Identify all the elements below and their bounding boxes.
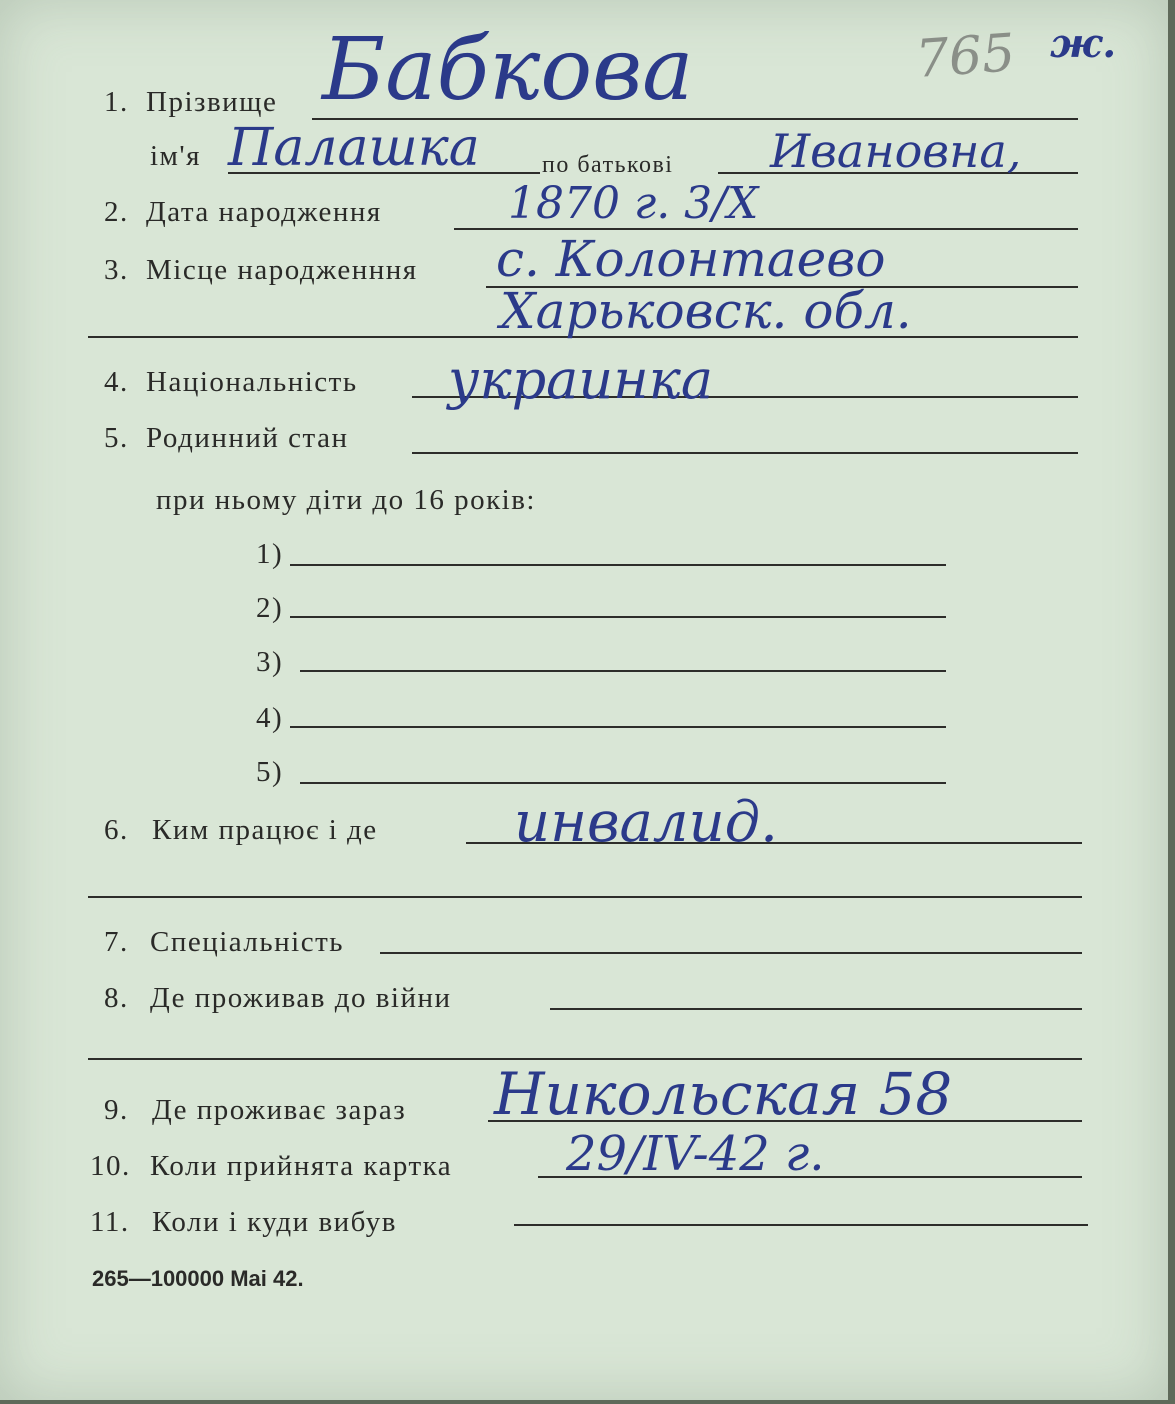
field-5-number: 5. — [104, 422, 129, 454]
child-5-line — [300, 782, 946, 784]
field-11-line — [514, 1224, 1088, 1226]
field-4-number: 4. — [104, 366, 129, 398]
field-9-label: Де проживає зараз — [152, 1094, 407, 1126]
field-9-value: Никольская 58 — [494, 1060, 953, 1128]
field-6-label: Ким працює і де — [152, 814, 378, 846]
field-1-value: Бабкова — [322, 20, 694, 120]
child-5-label: 5) — [256, 756, 284, 788]
children-label: при ньому діти до 16 років: — [156, 484, 536, 516]
field-3-number: 3. — [104, 254, 129, 286]
field-3-label: Місце народженння — [146, 254, 418, 286]
field-8-number: 8. — [104, 982, 129, 1014]
field-6-value: инвалид. — [514, 790, 778, 855]
pencil-number: 765 — [913, 23, 1018, 90]
field-name-label: ім'я — [150, 140, 201, 172]
field-2-label: Дата народження — [146, 196, 382, 228]
field-5-line — [412, 452, 1078, 454]
field-9-number: 9. — [104, 1094, 129, 1126]
field-1-label: Прізвище — [146, 86, 278, 118]
field-10-number: 10. — [90, 1150, 131, 1182]
child-1-line — [290, 564, 946, 566]
print-footer: 265—100000 Mai 42. — [92, 1266, 304, 1291]
child-2-label: 2) — [256, 592, 284, 624]
field-5-label: Родинний стан — [146, 422, 349, 454]
field-patronymic-label: по батькові — [542, 152, 674, 178]
child-4-line — [290, 726, 946, 728]
field-10-value: 29/IV-42 г. — [566, 1126, 825, 1182]
child-2-line — [290, 616, 946, 618]
field-2-value: 1870 г. 3/X — [508, 178, 759, 229]
field-8-label: Де проживав до війни — [150, 982, 452, 1014]
field-patronymic-value: Ивановна, — [770, 124, 1022, 178]
gender-mark: ж. — [1050, 20, 1117, 67]
field-7-number: 7. — [104, 926, 129, 958]
child-1-label: 1) — [256, 538, 284, 570]
field-8-line — [550, 1008, 1082, 1010]
field-3-value-line1: с. Колонтаево — [496, 230, 886, 288]
field-1-number: 1. — [104, 86, 129, 118]
field-4-value: украинка — [448, 348, 714, 411]
field-6-line-2 — [88, 896, 1082, 898]
field-11-number: 11. — [90, 1206, 130, 1238]
field-11-label: Коли і куди вибув — [152, 1206, 397, 1238]
field-10-label: Коли прийнята картка — [150, 1150, 453, 1182]
field-2-number: 2. — [104, 196, 129, 228]
field-name-value: Палашка — [228, 118, 480, 178]
field-6-number: 6. — [104, 814, 129, 846]
field-3-value-line2: Харьковск. обл. — [500, 282, 912, 340]
child-3-label: 3) — [256, 646, 284, 678]
child-3-line — [300, 670, 946, 672]
field-7-line — [380, 952, 1082, 954]
field-7-label: Спеціальність — [150, 926, 344, 958]
child-4-label: 4) — [256, 702, 284, 734]
field-4-label: Національність — [146, 366, 358, 398]
